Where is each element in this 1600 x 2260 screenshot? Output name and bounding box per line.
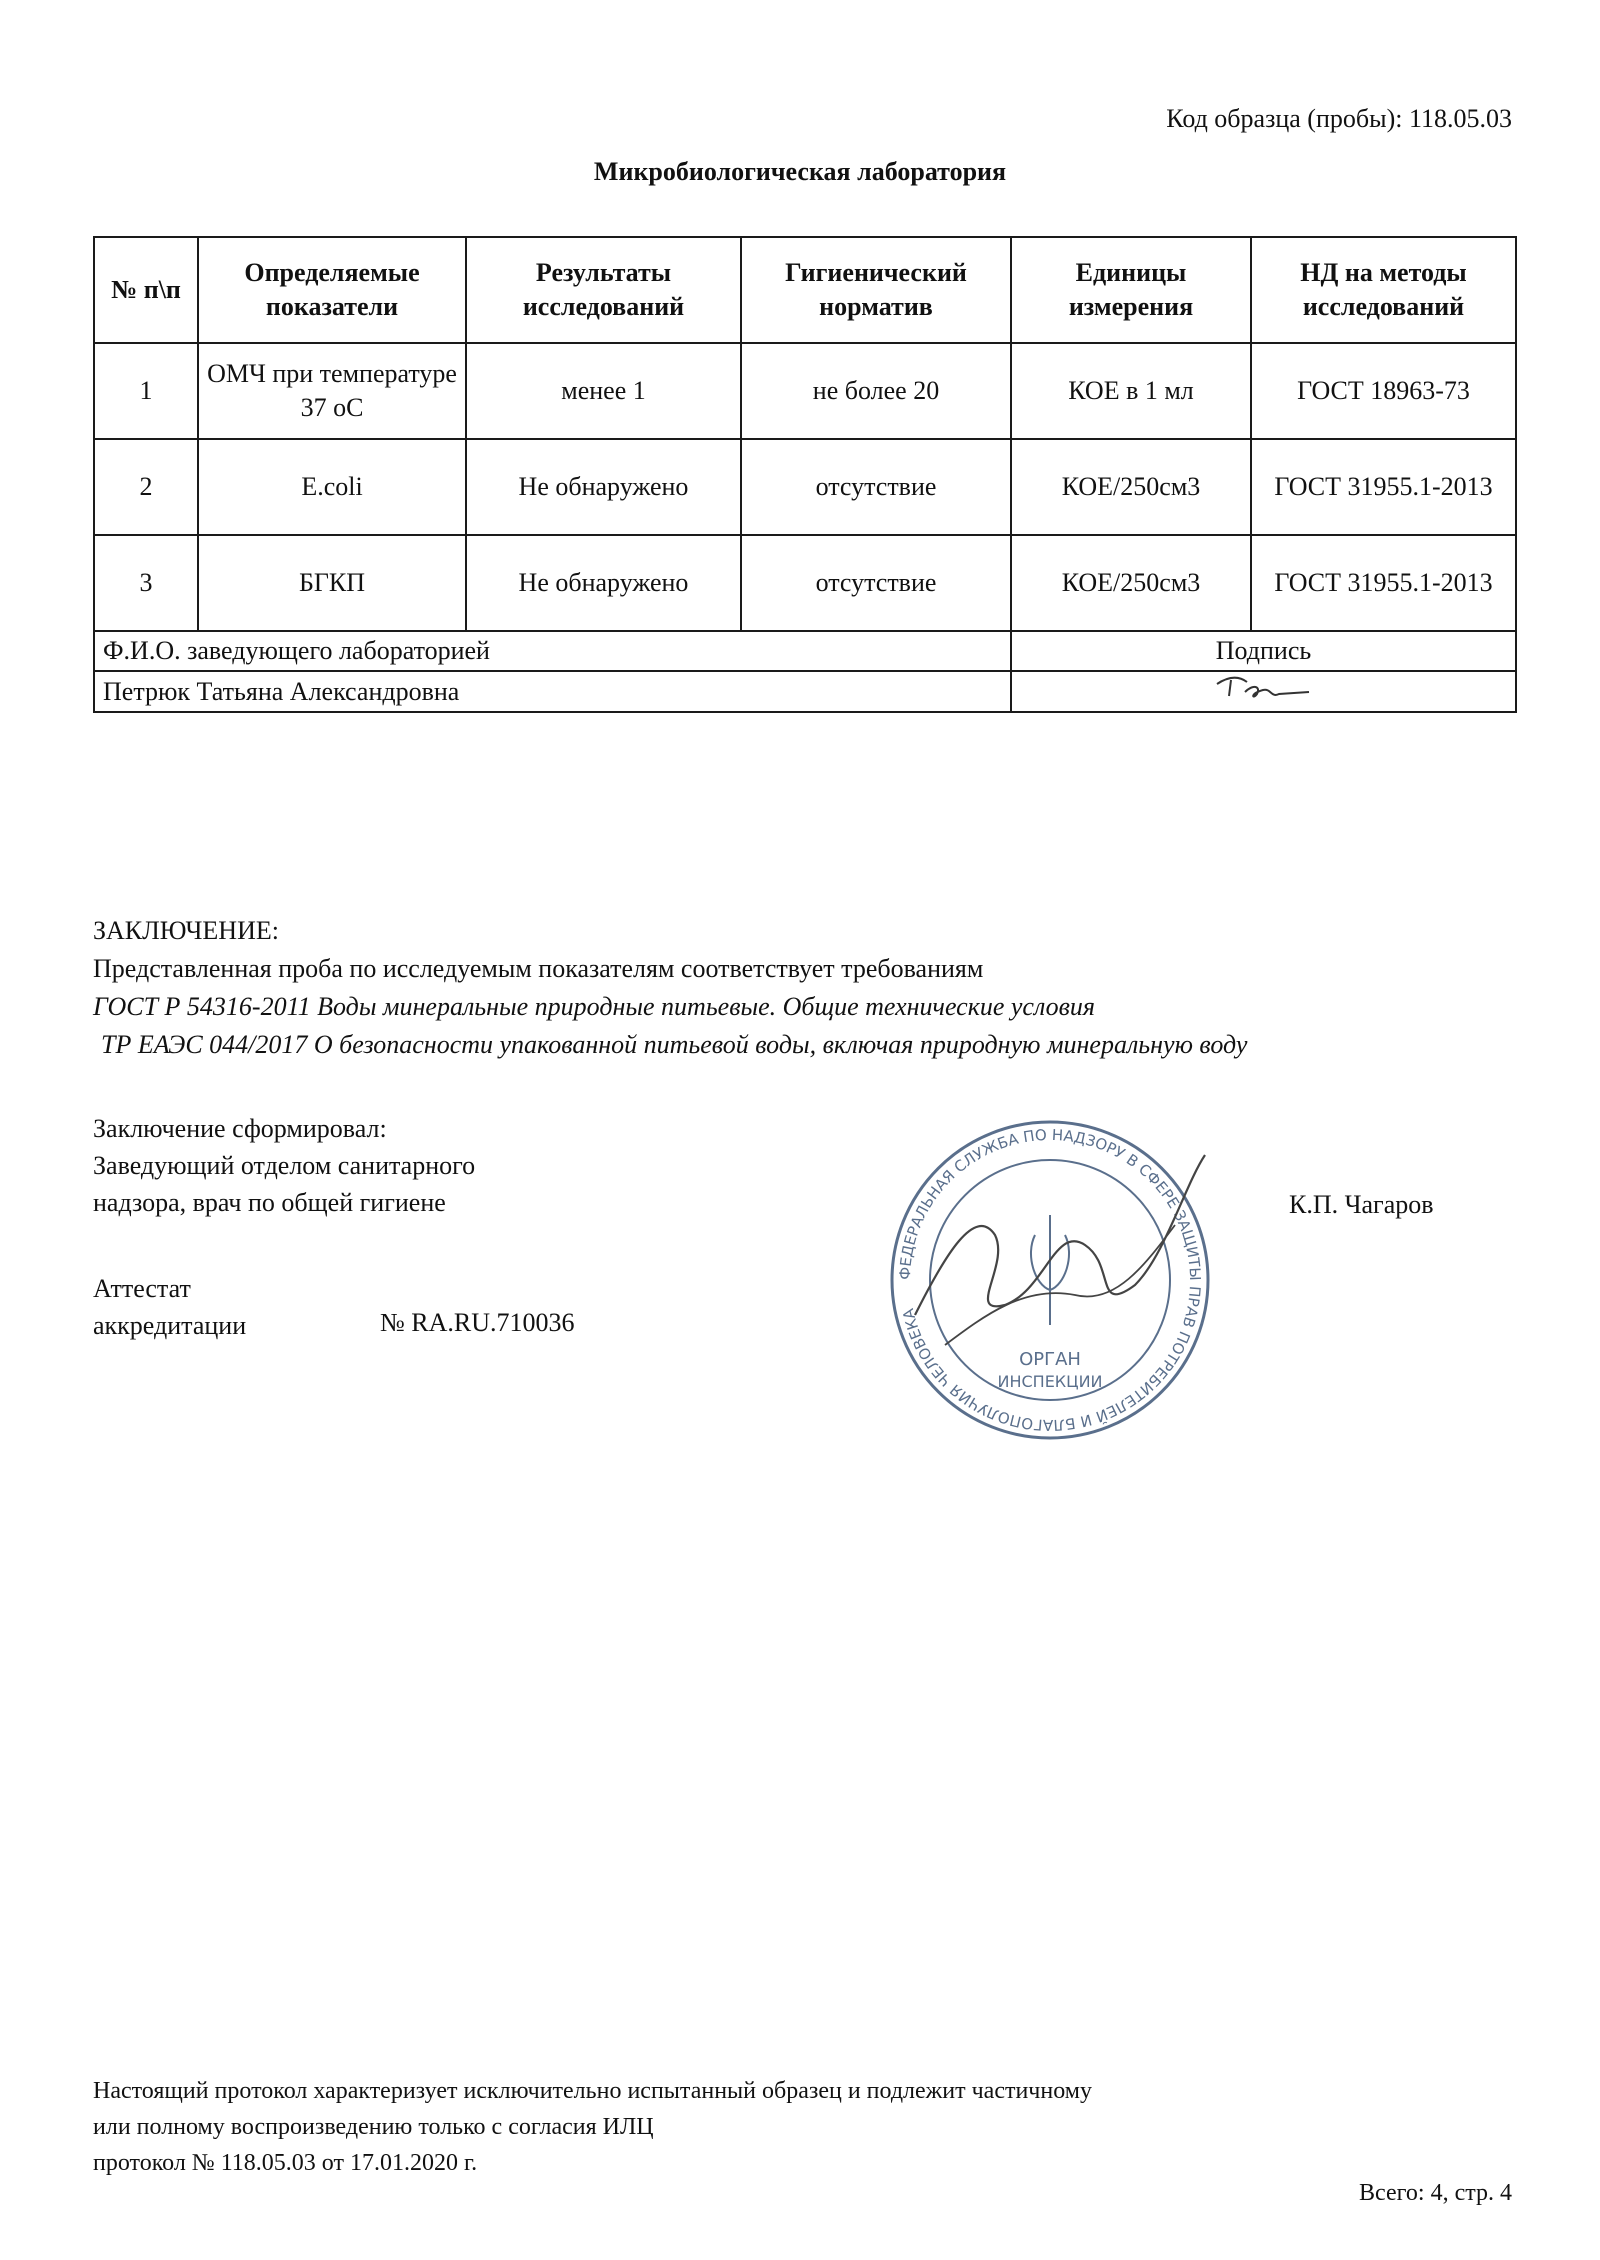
head-label: Ф.И.О. заведующего лабораторией: [94, 631, 1011, 671]
accreditation-number: № RA.RU.710036: [380, 1308, 575, 1337]
header-units: Единицы измерения: [1011, 237, 1251, 343]
accreditation-label-2: аккредитации: [93, 1311, 247, 1340]
cell-norm: отсутствие: [741, 439, 1011, 535]
protocol-number: протокол № 118.05.03 от 17.01.2020 г.: [93, 2150, 478, 2176]
stamp-center-text-1: ОРГАН: [1019, 1349, 1081, 1370]
signer-intro: Заключение сформировал:: [93, 1114, 387, 1143]
page-count: Всего: 4, стр. 4: [1359, 2180, 1512, 2206]
cell-method: ГОСТ 31955.1-2013: [1251, 535, 1516, 631]
cell-result: менее 1: [466, 343, 741, 439]
signature-label: Подпись: [1011, 631, 1516, 671]
table-footer-row: [94, 671, 1516, 712]
signature-icon: [1209, 672, 1319, 702]
cell-number: 1: [94, 343, 198, 439]
stamp-outer-text: ФЕДЕРАЛЬНАЯ СЛУЖБА ПО НАДЗОРУ В СФЕРЕ ЗАЩИТЫ ПРАВ ПОТРЕБИТЕЛЕЙ И БЛАГОПОЛУЧИЯ ЧЕЛОВЕКА: [895, 1125, 1205, 1435]
cell-indicator: ОМЧ при температуре 37 оС: [198, 343, 466, 439]
cell-number: 2: [94, 439, 198, 535]
cell-method: ГОСТ 31955.1-2013: [1251, 439, 1516, 535]
conclusion: [93, 912, 1247, 1064]
signer-block: [93, 1110, 475, 1221]
head-name: Петрюк Татьяна Александровна: [94, 671, 1011, 712]
signer-position-1: Заведующий отделом санитарного: [93, 1151, 476, 1180]
cell-method: ГОСТ 18963-73: [1251, 343, 1516, 439]
accreditation-block: [93, 1270, 246, 1344]
header-number: № п\п: [94, 237, 198, 343]
cell-unit: КОЕ в 1 мл: [1011, 343, 1251, 439]
table-row: [94, 439, 1516, 535]
cell-number: 3: [94, 535, 198, 631]
table-row: [94, 535, 1516, 631]
header-results: Результаты исследований: [466, 237, 741, 343]
table-header-row: [94, 237, 1516, 343]
cell-indicator: E.coli: [198, 439, 466, 535]
sample-code: Код образца (пробы): 118.05.03: [1166, 104, 1512, 133]
accreditation-label-1: Аттестат: [93, 1274, 191, 1303]
head-signature: [1011, 671, 1516, 712]
cell-result: Не обнаружено: [466, 439, 741, 535]
header-norm: Гигиенический норматив: [741, 237, 1011, 343]
footer-note: [93, 2073, 1092, 2181]
conclusion-text: Представленная проба по исследуемым показателям соответствует требованиям: [93, 954, 984, 983]
footer-line-1: Настоящий протокол характеризует исключительно испытанный образец и подлежит частичному: [93, 2078, 1092, 2104]
header-indicators: Определяемые показатели: [198, 237, 466, 343]
footer-line-2: или полному воспроизведению только с согласия ИЛЦ: [93, 2114, 654, 2140]
table-row: [94, 343, 1516, 439]
header-methods: НД на методы исследований: [1251, 237, 1516, 343]
signer-position-2: надзора, врач по общей гигиене: [93, 1188, 446, 1217]
stamp-seal-icon: [885, 1115, 1215, 1445]
cell-result: Не обнаружено: [466, 535, 741, 631]
cell-unit: КОЕ/250см3: [1011, 535, 1251, 631]
conclusion-standard-2: ТР ЕАЭС 044/2017 О безопасности упакованной питьевой воды, включая природную минеральную воду: [101, 1030, 1248, 1059]
conclusion-title: ЗАКЛЮЧЕНИЕ:: [93, 916, 279, 945]
cell-norm: не более 20: [741, 343, 1011, 439]
cell-unit: КОЕ/250см3: [1011, 439, 1251, 535]
cell-norm: отсутствие: [741, 535, 1011, 631]
signer-name: К.П. Чагаров: [1289, 1190, 1434, 1219]
lab-title: Микробиологическая лаборатория: [593, 157, 1007, 186]
stamp-center-text-2: ИНСПЕКЦИИ: [997, 1372, 1103, 1391]
results-table: [93, 236, 1517, 713]
cell-indicator: БГКП: [198, 535, 466, 631]
conclusion-standard-1: ГОСТ Р 54316-2011 Воды минеральные природные питьевые. Общие технические условия: [93, 992, 1096, 1021]
table-footer-row: [94, 631, 1516, 671]
